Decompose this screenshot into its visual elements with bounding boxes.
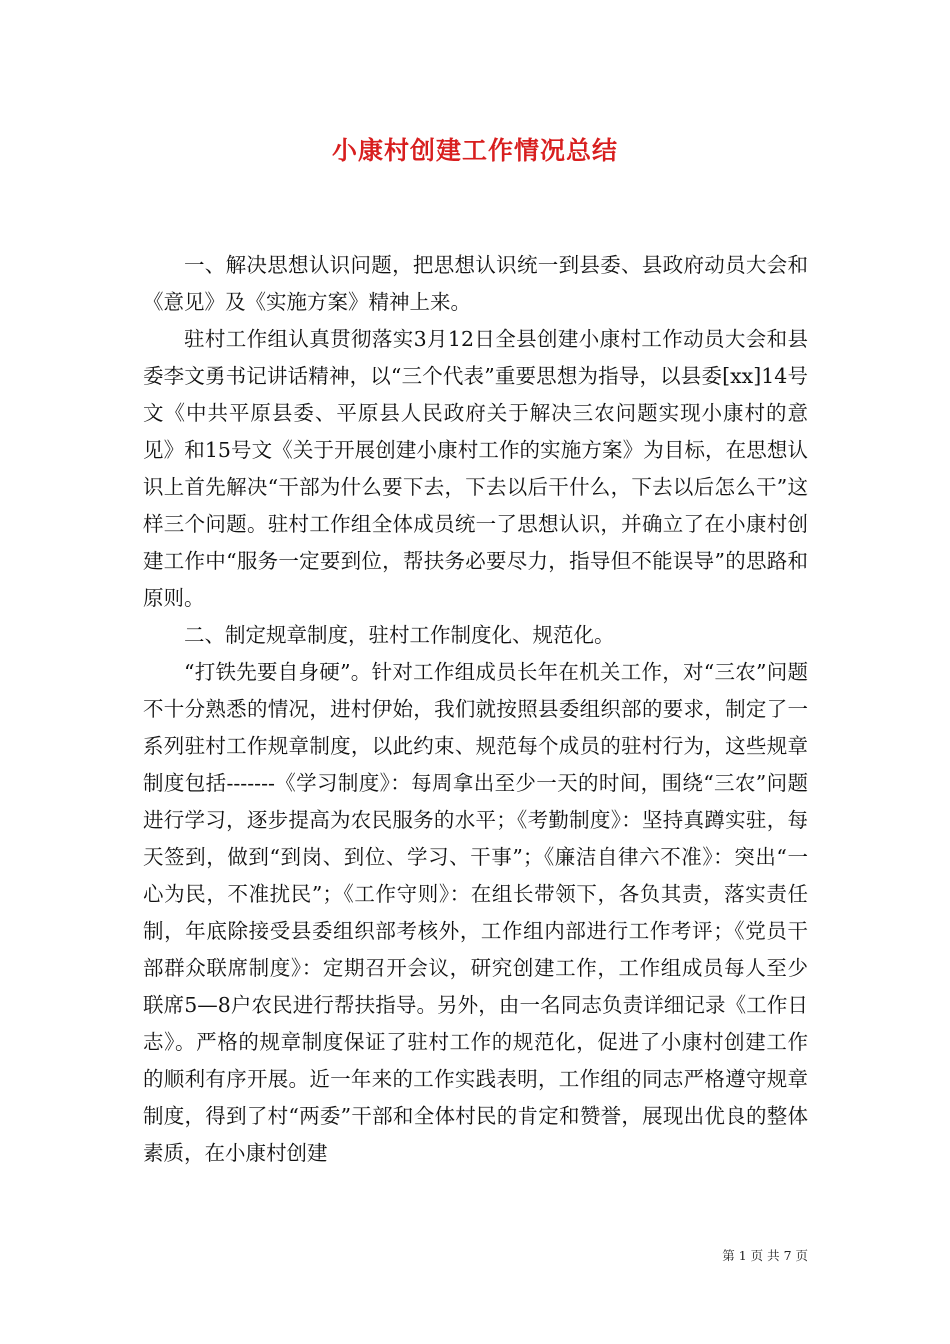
- document-title: 小康村创建工作情况总结: [331, 136, 618, 165]
- document-body: [143, 247, 808, 1172]
- paragraph-2: 驻村工作组认真贯彻落实3月12日全县创建小康村工作动员大会和县委李文勇书记讲话精神，以“三个代表”重要思想为指导，以县委[xx]14号文《中共平原县委、平原县人民政府关于解决三农问题实现小康村的意见》和15号文《关于开展创建小康村工作的实施方案》为目标，在思想认识上首先解决“干部为什么要下去，下去以后干什么，下去以后怎么干”这样三个问题。驻村工作组全体成员统一了思想认识，并确立了在小康村创建工作中“服务一定要到位，帮扶务必要尽力，指导但不能误导”的思路和原则。: [143, 327, 808, 610]
- paragraph-1: 一、解决思想认识问题，把思想认识统一到县委、县政府动员大会和《意见》及《实施方案》精神上来。: [143, 253, 808, 314]
- page-number-footer: 第 1 页 共 7 页: [722, 1248, 808, 1263]
- paragraph-4: “打铁先要自身硬”。针对工作组成员长年在机关工作，对“三农”问题不十分熟悉的情况，进村伊始，我们就按照县委组织部的要求，制定了一系列驻村工作规章制度，以此约束、规范每个成员的驻村行为，这些规章制度包括-------《学习制度》：每周拿出至少一天的时间，围绕“三农”问题进行学习，逐步提高为农民服务的水平；《考勤制度》：坚持真蹲实驻，每天签到，做到“到岗、到位、学习、干事”；《廉洁自律六不准》：突出“一心为民，不准扰民”；《工作守则》：在组长带领下，各负其责，落实责任制，年底除接受县委组织部考核外，工作组内部进行工作考评；《党员干部群众联席制度》：定期召开会议，研究创建工作，工作组成员每人至少联席5—8户农民进行帮扶指导。另外，由一名同志负责详细记录《工作日志》。严格的规章制度保证了驻村工作的规范化，促进了小康村创建工作的顺利有序开展。近一年来的工作实践表明，工作组的同志严格遵守规章制度，得到了村“两委”干部和全体村民的肯定和赞誉，展现出优良的整体素质，在小康村创建: [143, 660, 808, 1165]
- paragraph-3: 二、制定规章制度，驻村工作制度化、规范化。: [184, 623, 615, 647]
